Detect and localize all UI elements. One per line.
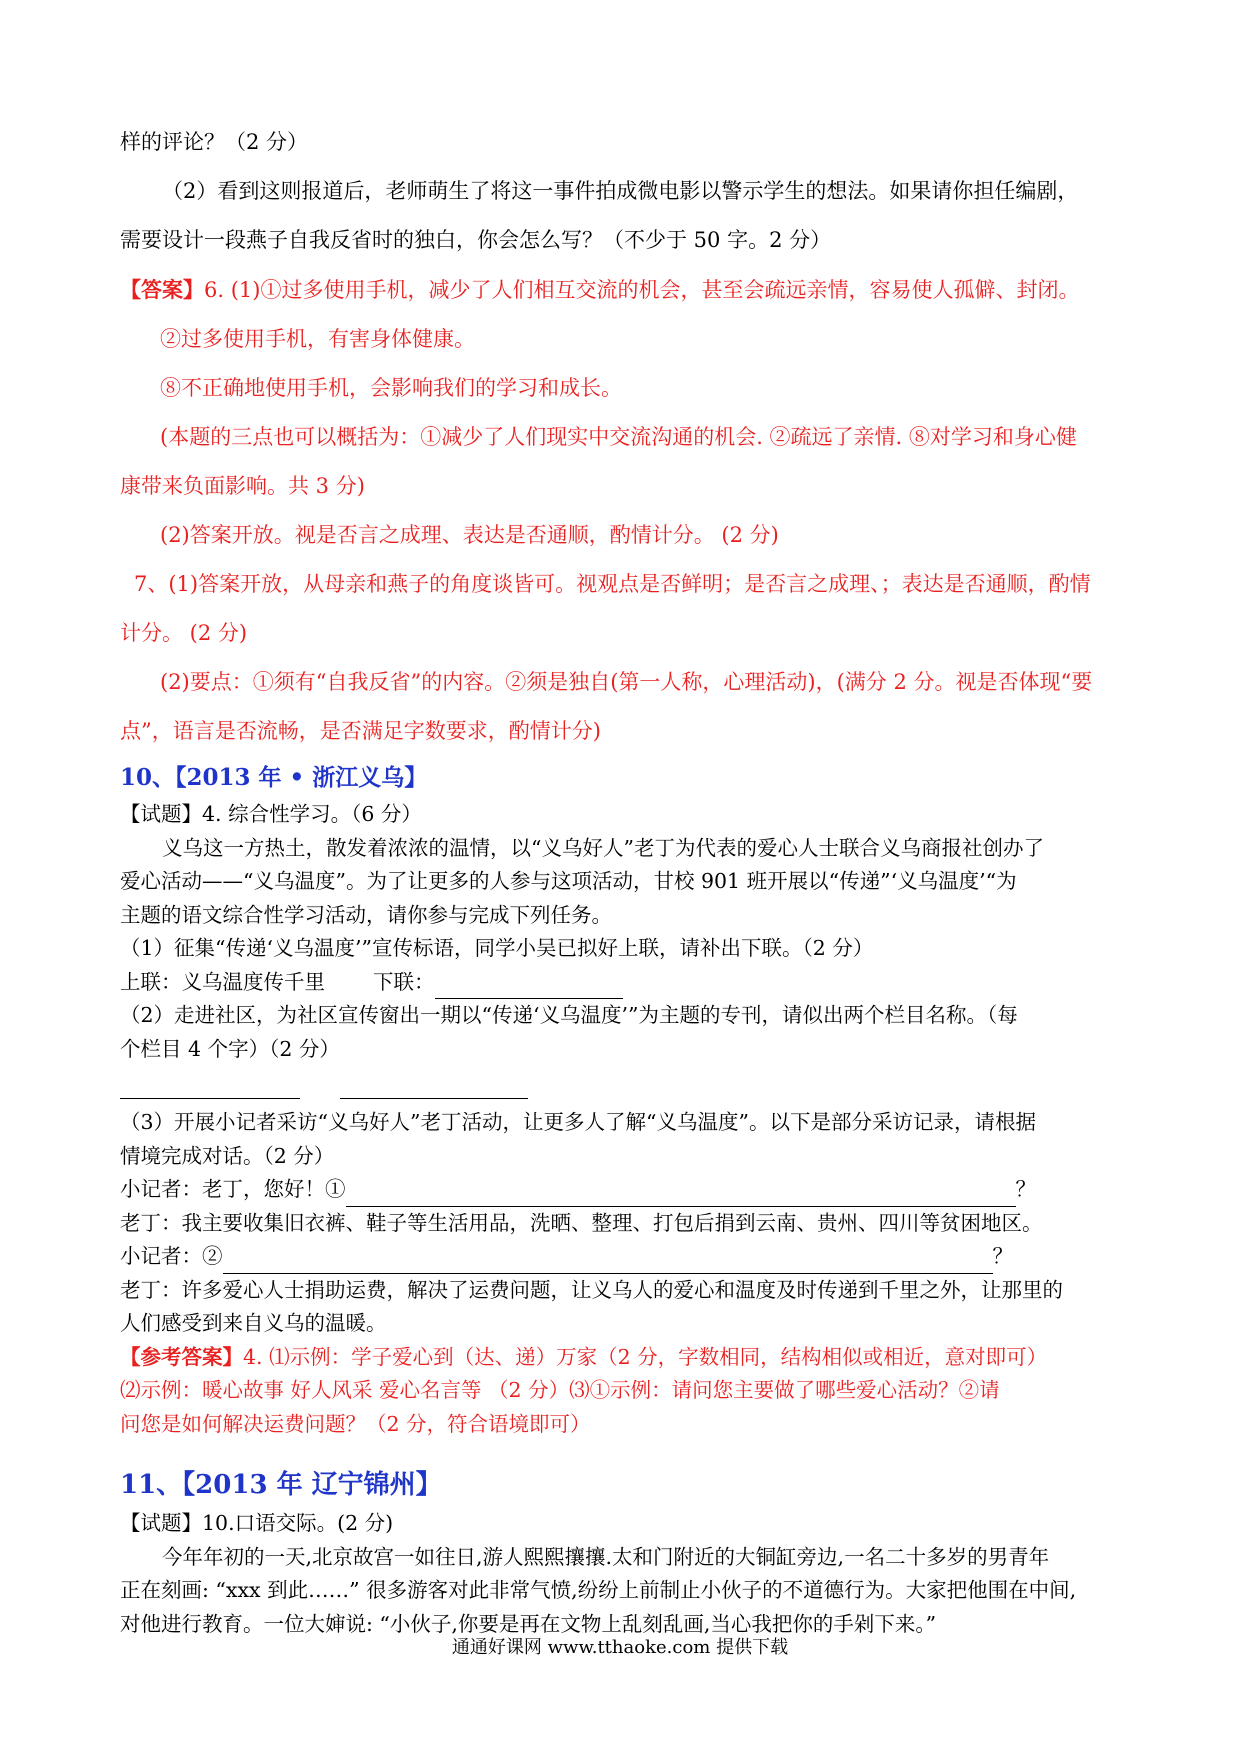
document-page [120, 118, 1130, 1641]
question-item: 【试题】4. 综合性学习。（6 分） [120, 802, 422, 826]
answer-line: 点”，语言是否流畅，是否满足字数要求，酌情计分) [120, 719, 601, 743]
dialogue-line: 小记者：② ？ [120, 1240, 1130, 1274]
answer-line: (2)答案开放。视是否言之成理、表达是否通顺，酌情计分。 (2 分) [160, 523, 779, 547]
dialogue-line: 老丁：我主要收集旧衣裤、鞋子等生活用品，洗晒、整理、打包后捐到云南、贵州、四川等贫困地区。 [120, 1210, 1043, 1235]
dialogue-line: 人们感受到来自义乌的温暖。 [120, 1311, 387, 1335]
couplet-line [120, 966, 1130, 1000]
task-line: 情境完成对话。（2 分） [120, 1143, 335, 1168]
paragraph-line: 对他进行教育。一位大婶说: “小伙子,你要是再在文物上乱刻乱画,当心我把你的手剁下来。” [120, 1611, 937, 1636]
answer-blank[interactable] [435, 978, 623, 999]
answer-tag: 【答案】 [120, 277, 204, 302]
couplet-down-label: 下联： [373, 969, 435, 994]
couplet-up: 上联：义乌温度传千里 [120, 969, 325, 994]
paragraph-line: 爱心活动——“义乌温度”。为了让更多的人参与这项活动，甘校 901 班开展以“传递”‘义乌温度’“为 [120, 869, 1017, 893]
dialogue-line: 小记者：老丁，您好！① ？ [120, 1173, 1130, 1207]
paragraph-line: 主题的语文综合性学习活动，请你参与完成下列任务。 [120, 902, 612, 927]
answer-line: 问您是如何解决运费问题？（2 分，符合语境即可） [120, 1411, 591, 1436]
page-footer: 通通好课网 www.tthaoke.com 提供下载 [451, 1637, 789, 1658]
answer-line: ⑧不正确地使用手机，会影响我们的学习和成长。 [160, 376, 622, 400]
dialogue-line: 老丁：许多爱心人士捐助运费，解决了运费问题，让义乌人的爱心和温度及时传递到千里之外，让那里的 [120, 1277, 1063, 1302]
answer-blank[interactable] [223, 1253, 993, 1274]
answer-line: (本题的三点也可以概括为：①减少了人们现实中交流沟通的机会. ②疏远了亲情. ⑧对学习和身心健 [160, 425, 1077, 449]
answer-line: 【参考答案】4. ⑴示例：学子爱心到（达、递）万家（2 分，字数相同，结构相似或相近，意对即可） [120, 1344, 1048, 1369]
answer-line: ⑵示例：暖心故事 好人风采 爱心名言等 （2 分）⑶①示例：请问您主要做了哪些爱心活动？②请 [120, 1378, 1000, 1402]
answer-blank[interactable] [120, 1078, 300, 1099]
text-line: 样的评论？（2 分） [120, 130, 309, 154]
answer-line: 7、(1)答案开放，从母亲和燕子的角度谈皆可。视观点是否鲜明；是否言之成理、；表达是否通顺，酌情 [134, 572, 1091, 596]
paragraph-line: 义乌这一方热土，散发着浓浓的温情，以“义乌好人”老丁为代表的爱心人士联合义乌商报社创办了 [162, 835, 1044, 860]
task-line: 个栏目 4 个字）（2 分） [120, 1036, 340, 1061]
answer-line: 计分。 (2 分) [120, 621, 248, 645]
paragraph-line: 今年年初的一天,北京故宫一如往日,游人熙熙攘攘.太和门附近的大铜缸旁边,一名二十多岁的男青年 [162, 1544, 1050, 1569]
section-heading: 11、【2013 年 辽宁锦州】 [120, 1470, 442, 1500]
answer-line: 【答案】6. (1)①过多使用手机，减少了人们相互交流的机会，甚至会疏远亲情，容易使人孤僻、封闭。 [120, 277, 1080, 302]
task-line: （3）开展小记者采访“义乌好人”老丁活动，让更多人了解“义乌温度”。以下是部分采访记录，请根据 [120, 1110, 1036, 1134]
section-heading: 10、【2013 年 • 浙江义乌】 [120, 764, 428, 791]
answer-tag: 【参考答案】 [120, 1344, 243, 1369]
answer-line: (2)要点：①须有“自我反省”的内容。②须是独自(第一人称，心理活动)，(满分 2 分。视是否体现“要 [160, 670, 1093, 694]
answer-line: 康带来负面影响。共 3 分) [120, 474, 365, 498]
text-line: 需要设计一段燕子自我反省时的独白，你会怎么写？（不少于 50 字。2 分） [120, 228, 832, 252]
text-line: （2）看到这则报道后，老师萌生了将这一事件拍成微电影以警示学生的想法。如果请你担任编剧， [162, 179, 1079, 203]
paragraph-line: 正在刻画: “xxx 到此……” 很多游客对此非常气愤,纷纷上前制止小伙子的不道德行为。大家把他围在中间, [120, 1578, 1077, 1602]
answer-line: ②过多使用手机，有害身体健康。 [160, 327, 475, 351]
answer-blank[interactable] [340, 1078, 528, 1099]
column-name-blanks [120, 1066, 1130, 1106]
question-item: 【试题】10.口语交际。(2 分) [120, 1511, 394, 1535]
task-line: （2）走进社区，为社区宣传窗出一期以“传递‘义乌温度’”为主题的专刊，请似出两个栏目名称。（每 [120, 1003, 1018, 1027]
task-line: （1）征集“传递‘义乌温度’”宣传标语，同学小吴已拟好上联，请补出下联。（2 分） [120, 936, 874, 960]
answer-blank[interactable] [346, 1186, 1016, 1207]
